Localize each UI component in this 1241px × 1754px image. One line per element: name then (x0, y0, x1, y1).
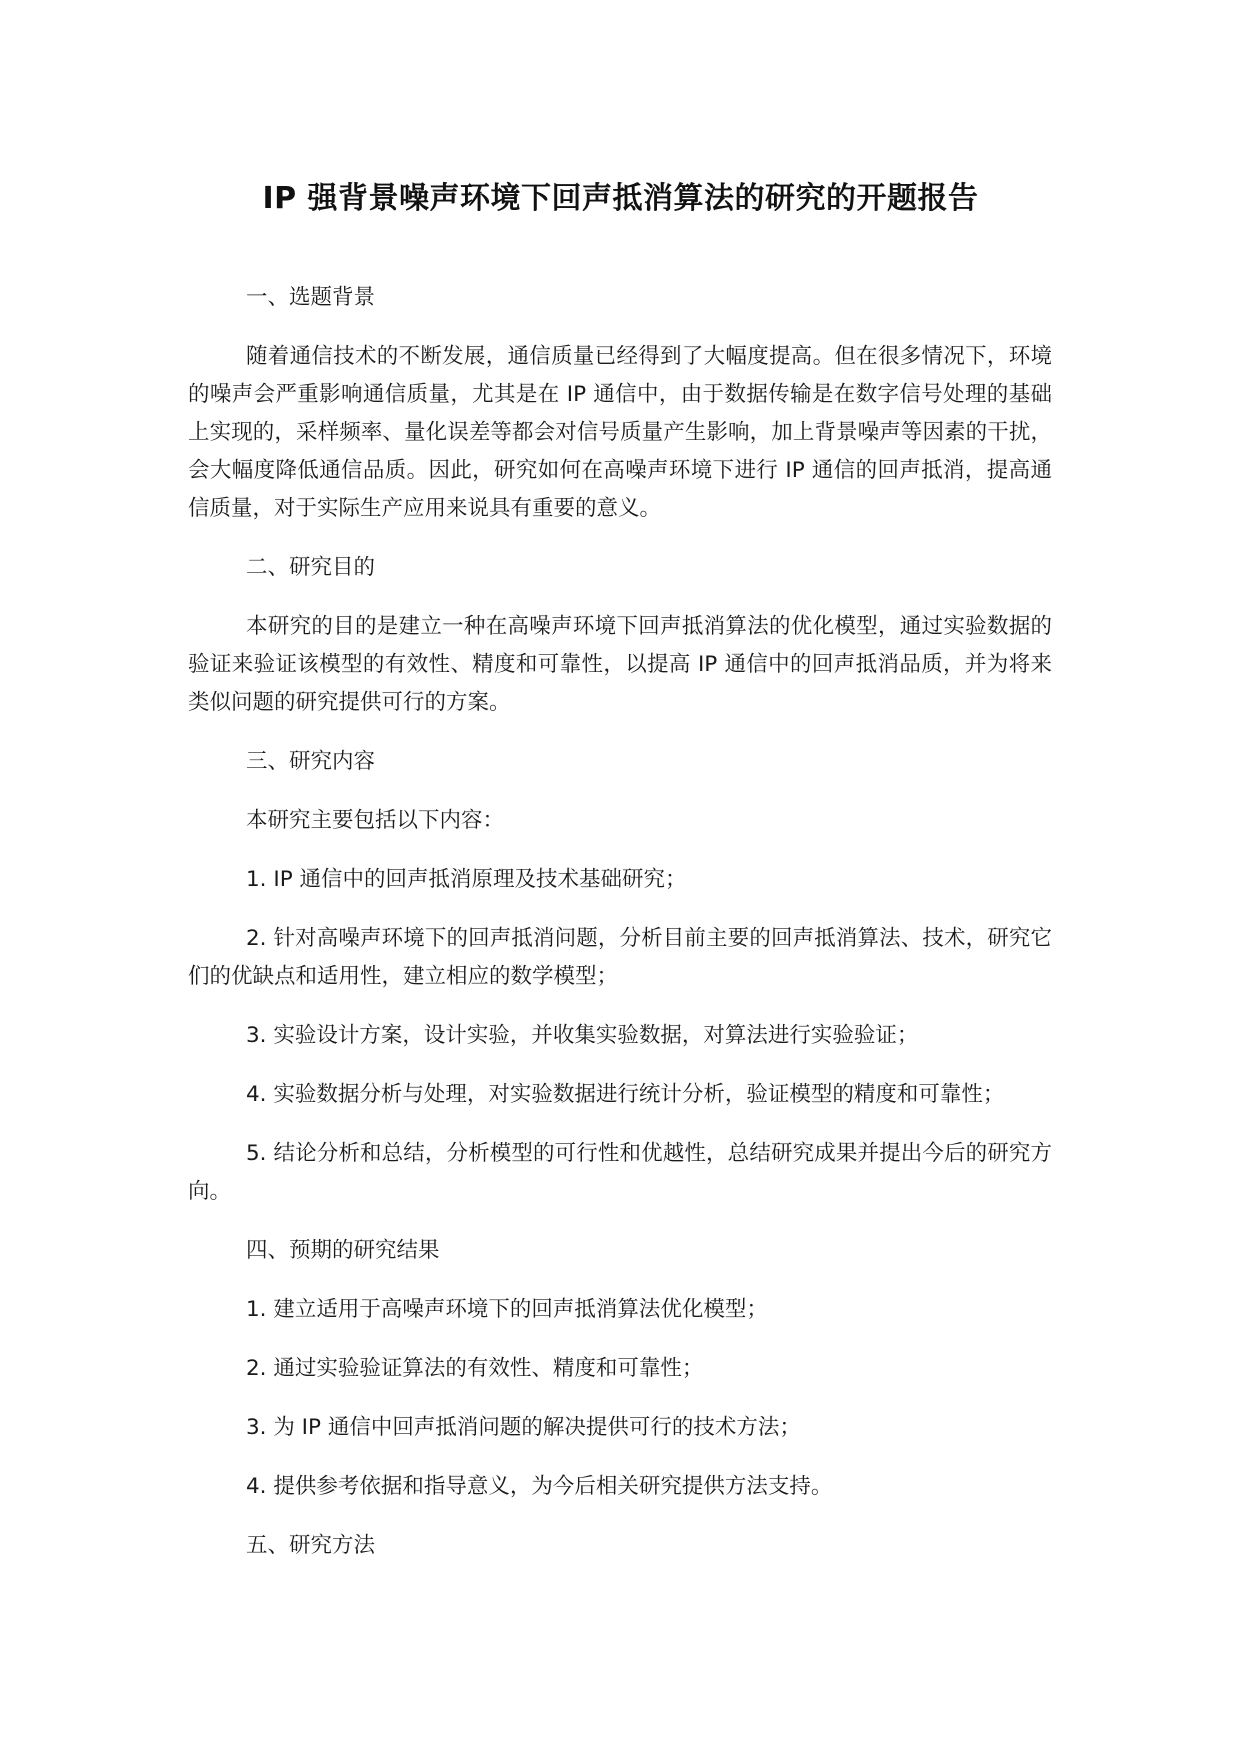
section-heading-content: 三、研究内容 (246, 749, 376, 774)
section-heading-methods: 五、研究方法 (246, 1533, 376, 1558)
content-list-item: 1. IP 通信中的回声抵消原理及技术基础研究； (246, 867, 687, 892)
section-heading-background: 一、选题背景 (246, 285, 376, 310)
content-list-item: 4. 实验数据分析与处理，对实验数据进行统计分析，验证模型的精度和可靠性； (246, 1082, 1005, 1107)
result-list-item: 2. 通过实验验证算法的有效性、精度和可靠性； (246, 1356, 704, 1381)
result-list-item: 4. 提供参考依据和指导意义，为今后相关研究提供方法支持。 (246, 1474, 833, 1499)
document-title: IP 强背景噪声环境下回声抵消算法的研究的开题报告 (262, 181, 979, 216)
document-body (188, 279, 1052, 1586)
content-list-item: 5. 结论分析和总结，分析模型的可行性和优越性，总结研究成果并提出今后的研究方向。 (188, 1141, 1052, 1204)
section-heading-purpose: 二、研究目的 (246, 555, 376, 580)
result-list-item: 1. 建立适用于高噪声环境下的回声抵消算法优化模型； (246, 1297, 768, 1322)
purpose-paragraph: 本研究的目的是建立一种在高噪声环境下回声抵消算法的优化模型，通过实验数据的验证来验证该模型的有效性、精度和可靠性，以提高 IP 通信中的回声抵消品质，并为将来类似问题的研究提供可行的方案。 (188, 614, 1052, 715)
section-heading-expected-results: 四、预期的研究结果 (246, 1238, 440, 1263)
content-intro: 本研究主要包括以下内容： (246, 808, 505, 833)
result-list-item: 3. 为 IP 通信中回声抵消问题的解决提供可行的技术方法； (246, 1415, 801, 1440)
background-paragraph: 随着通信技术的不断发展，通信质量已经得到了大幅度提高。但在很多情况下，环境的噪声会严重影响通信质量，尤其是在 IP 通信中，由于数据传输是在数字信号处理的基础上实现的，采样频率、量化误差等都会对信号质量产生影响，加上背景噪声等因素的干扰，会大幅度降低通信品质。因此，研究如何在高噪声环境下进行 IP 通信的回声抵消，提高通信质量，对于实际生产应用来说具有重要的意义。 (188, 344, 1052, 521)
content-list-item: 2. 针对高噪声环境下的回声抵消问题，分析目前主要的回声抵消算法、技术，研究它们的优缺点和适用性，建立相应的数学模型； (188, 926, 1052, 989)
content-list-item: 3. 实验设计方案，设计实验，并收集实验数据，对算法进行实验验证； (246, 1023, 919, 1048)
